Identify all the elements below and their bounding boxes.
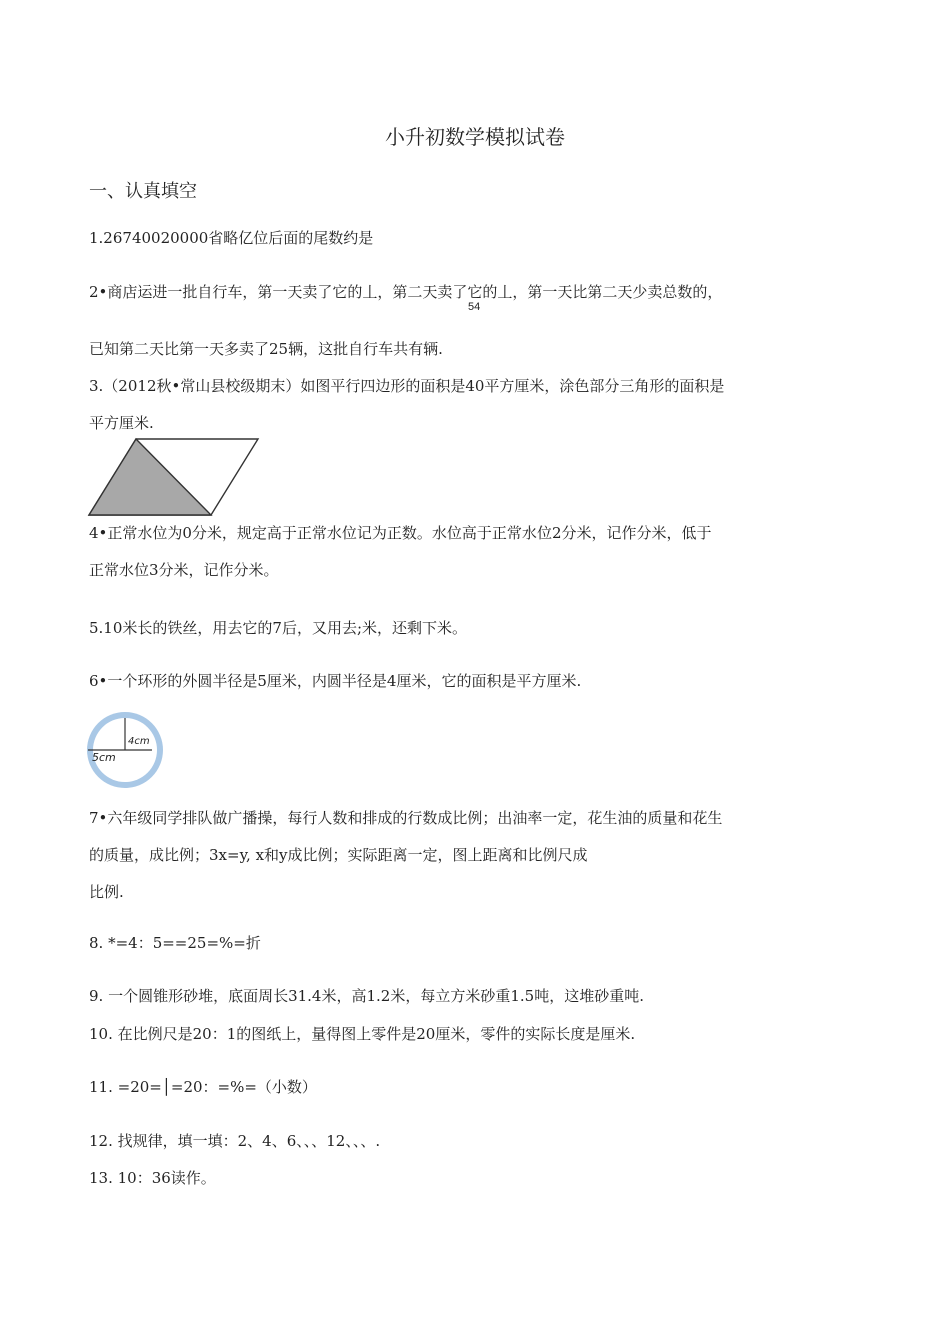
question-4-line-2: 正常水位3分米，记作分米。 [89,561,279,579]
question-5: 5.10米长的铁丝，用去它的7后，又用去;米，还剩下米。 [89,619,467,637]
ring-figure [86,711,164,789]
page-title: 小升初数学模拟试卷 [385,125,565,149]
question-10: 10. 在比例尺是20：1的图纸上，量得图上零件是20厘米，零件的实际长度是厘米. [89,1025,636,1043]
shaded-triangle [89,439,211,515]
question-13: 13. 10：36读作。 [89,1169,216,1187]
question-1: 1.26740020000省略亿位后面的尾数约是 [89,229,374,247]
question-7-line-1: 7•六年级同学排队做广播操，每行人数和排成的行数成比例；出油率一定，花生油的质量和花生 [89,809,723,827]
question-8: 8. *=4：5==25=%=折 [89,934,261,952]
question-3-line-1: 3.（2012秋•常山县校级期末）如图平行四边形的面积是40平方厘米，涂色部分三角形的面积是 [89,377,725,395]
question-4-line-1: 4•正常水位为0分米，规定高于正常水位记为正数。水位高于正常水位2分米，记作分米，低于 [89,524,712,542]
question-6: 6•一个环形的外圆半径是5厘米，内圆半径是4厘米，它的面积是平方厘米. [89,672,582,690]
question-2-line-1: 2•商店运进一批自行车，第一天卖了它的丄，第二天卖了它的丄，第一天比第二天少卖总数的， [89,283,723,301]
question-7-line-2: 的质量，成比例；3x=y, x和y成比例；实际距离一定，图上距离和比例尺成 [89,846,588,864]
question-12: 12. 找规律，填一填：2、4、6、、、12、、、. [89,1132,381,1150]
inner-radius-label: 4cm [128,736,150,747]
question-2-line-2: 已知第二天比第一天多卖了25辆，这批自行车共有辆. [89,340,443,358]
question-9: 9. 一个圆锥形砂堆，底面周长31.4米，高1.2米，每立方米砂重1.5吨，这堆砂重吨. [89,987,644,1005]
question-3-line-2: 平方厘米. [89,414,154,432]
outer-radius-label: 5cm [92,751,116,764]
question-2-fraction-denominators: 54 [468,301,481,313]
question-11: 11. =20=│=20：=%=（小数） [89,1078,317,1096]
parallelogram-figure [86,436,262,518]
question-7-line-3: 比例. [89,883,124,901]
section-heading: 一、认真填空 [89,181,197,202]
